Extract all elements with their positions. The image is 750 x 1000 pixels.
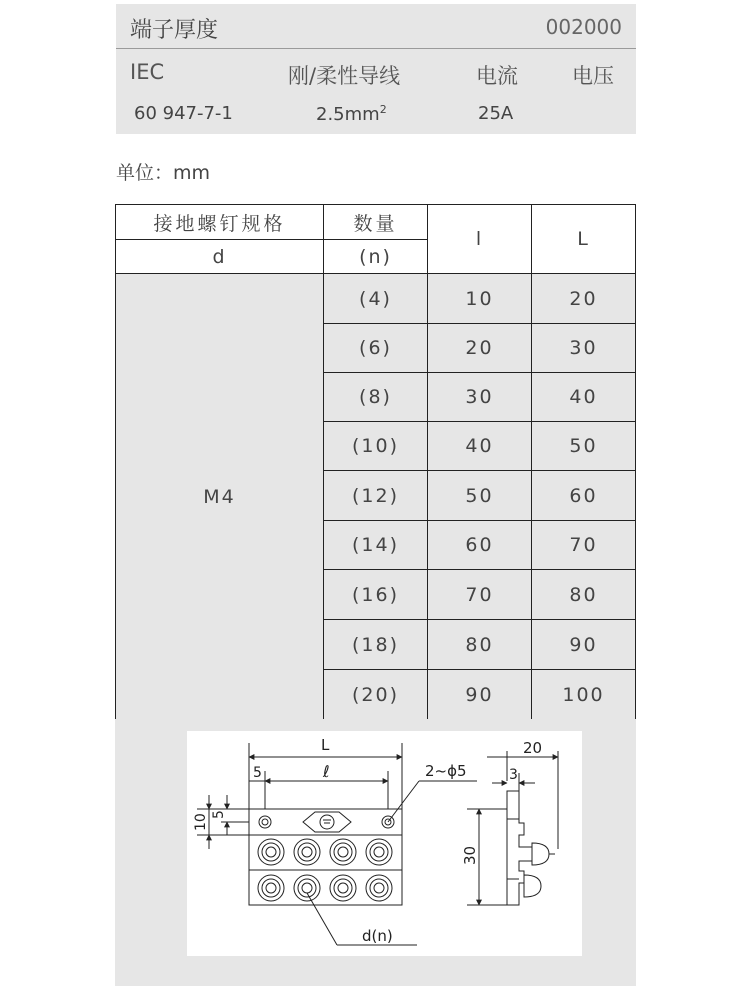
dim-label-10: 10 xyxy=(193,813,209,831)
row-l: 50 xyxy=(427,470,532,521)
header-screw-spec: 接地螺钉规格 xyxy=(115,204,324,240)
dim-label-L: L xyxy=(321,736,330,754)
dim-label-holes: 2~ϕ5 xyxy=(425,762,467,780)
row-L: 70 xyxy=(531,520,636,570)
row-L: 40 xyxy=(531,372,636,422)
dim-label-5-top: 5 xyxy=(253,765,262,781)
spec-header-current: 电流 xyxy=(476,64,518,88)
dim-label-l: ℓ xyxy=(323,762,330,781)
row-n: (20) xyxy=(323,669,428,720)
row-n: (8) xyxy=(323,372,428,422)
row-L: 50 xyxy=(531,421,636,471)
header-l-small: l xyxy=(427,204,532,274)
row-L: 100 xyxy=(531,669,636,720)
spec-header-voltage: 电压 xyxy=(572,64,614,88)
spec-header-wire: 刚/柔性导线 xyxy=(288,64,401,88)
spec-value-wire: $2.5mm^2$ xyxy=(316,103,387,125)
row-n: (18) xyxy=(323,619,428,670)
row-L: 90 xyxy=(531,619,636,670)
header-screw-sub: d xyxy=(115,239,324,274)
spec-title-row xyxy=(116,4,636,49)
row-n: (16) xyxy=(323,569,428,620)
spec-value-current: 25A xyxy=(478,103,514,124)
screw-value-cell: M4 xyxy=(115,273,324,720)
row-l: 80 xyxy=(427,619,532,670)
unit-label: 单位：mm xyxy=(116,162,211,184)
row-n: (12) xyxy=(323,470,428,521)
spec-box xyxy=(116,4,636,134)
spec-title: 端子厚度 xyxy=(130,18,219,43)
spec-table xyxy=(115,204,636,720)
row-L: 80 xyxy=(531,569,636,620)
spec-header-iec: IEC xyxy=(130,60,165,84)
dim-label-20: 20 xyxy=(523,739,543,757)
dim-label-3: 3 xyxy=(509,767,518,783)
row-L: 20 xyxy=(531,273,636,324)
dim-label-5-side: 5 xyxy=(211,810,227,819)
spec-value-iec: 60 947-7-1 xyxy=(134,103,233,124)
row-l: 60 xyxy=(427,520,532,570)
header-l-big: L xyxy=(531,204,636,274)
row-l: 70 xyxy=(427,569,532,620)
row-n: (6) xyxy=(323,323,428,373)
row-l: 20 xyxy=(427,323,532,373)
row-l: 40 xyxy=(427,421,532,471)
header-quantity: 数量 xyxy=(323,204,428,240)
row-L: 30 xyxy=(531,323,636,373)
row-l: 30 xyxy=(427,372,532,422)
row-n: (14) xyxy=(323,520,428,570)
row-l: 90 xyxy=(427,669,532,720)
header-quantity-sub: (n) xyxy=(323,239,428,274)
row-n: (10) xyxy=(323,421,428,471)
terminal-diagram xyxy=(187,731,582,956)
spec-code: 002000 xyxy=(545,15,622,39)
dim-label-30: 30 xyxy=(461,845,479,865)
row-l: 10 xyxy=(427,273,532,324)
dim-label-dn: d(n) xyxy=(362,927,393,945)
row-n: (4) xyxy=(323,273,428,324)
row-L: 60 xyxy=(531,470,636,521)
